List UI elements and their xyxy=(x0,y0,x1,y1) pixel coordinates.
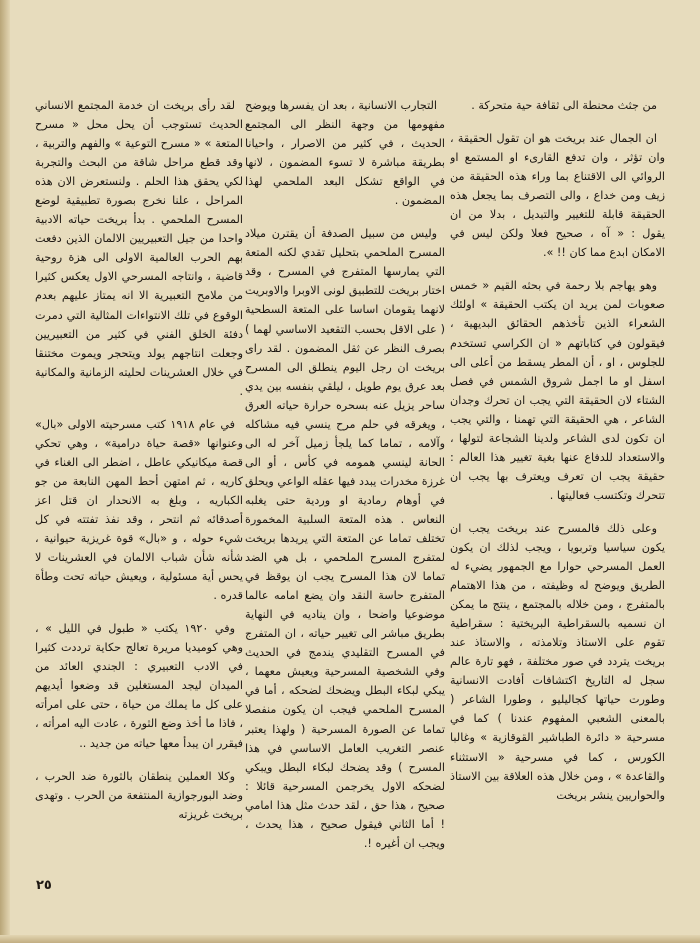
paragraph: وهو يهاجم بلا رحمة في بحثه القيم « خمس صعوبات لمن يريد ان يكتب الحقيقة » اولئك الشعراء الذين تأخذهم الحقائق البديهية ، فيقولون في كتاباتهم « ان الكراسي تستخدم للجلوس ، او ، أن المطر يسقط من أعلى الى اسفل او ما اجمل شروق الشمس في فصل الشتاء لان الحقيقة التي يجب ان تحرك وجدان الشاعر ، هي الحقيقة التي تهمنا ، والتي يجب ان تكون لدى الشاعر ولدينا الشجاعة لتولها ، والاستعداد للدفاع عنها بغية تغيير هذا العالم : حقيقة يجب ان تعرف ويعترف بها يجب ان تتحرك وتكتسب فعاليتها . xyxy=(450,279,665,502)
paragraph: وفي ١٩٢٠ يكتب « طبول في الليل » ، وهي كوميديا مريرة تعالج حكاية ترددت كثيرا في الادب التعبيري : الجندي العائد من الميدان ليجد المستغلين قد وضعوا أيديهم على كل ما يملك من حياة ، حتى على امرأته ، فاذا ما أخذ وضع الثورة ، عادت اليه امرأته ، فيقرر ان يبدأ معها حياته من جديد .. xyxy=(35,622,243,750)
paragraph: في عام ١٩١٨ كتب مسرحيته الاولى «بال» وعنوانها «قصة حياة درامية» ، وهي تحكي قصة ميكانيكي عاطل ، اضطر الى الغناء في كاريه ، ثم امتهن أحط المهن النابعة من جو الكباريه ، وبلغ به الانحدار ان قتل اعز أصدقائه ثم انتحر ، وقد نفذ تفتته في كل شيء حوله ، و «بال» قوة غريزية حيوانية ، شأنه شأن شباب الالمان في العشرينات لا يحس أية مسئولية ، ويعيش حياته تحت وطأة قدره . xyxy=(35,417,243,603)
paragraph: وكلا العملين ينطقان بالثورة ضد الحرب ، وضد البورجوازية المنتفعة من الحرب . وتهدى بريخت غريزته xyxy=(35,769,243,821)
page-number: ٢٥ xyxy=(36,878,52,893)
page-bottom-edge xyxy=(0,935,700,943)
text-column-middle xyxy=(245,96,445,870)
text-column-left xyxy=(35,96,243,870)
paragraph: وليس من سبيل الصدفة أن يقترن ميلاد المسرح الملحمي بتحليل تقدي لكنه المتعة التي يمارسها المتفرج في المسرح ، وقد اختار بريخت للتطبيق لونى الاوبرا والاوبريت لانهما يقومان اساسا على المتعة السطحية ( على الاقل بحسب التقعيد الاساسي لهما ) بصرف النظر عن ثقل المضمون . لقد راى بريخت ان رجل اليوم ينطلق الى المسرح بعد عرق يوم طويل ، ليلقي بنفسه بين يدي ساحر يزيل عنه بسحره حرارة حياته العرق ، ويغرقه في حلم مرح ينسي فيه مشاكله وآلامه ، تماما كما يلجأ زميل آخر له الى الحانة لينسي همومه في كأس ، أو الى غرزة مخدرات يبدد فيها عقله الواعي ويحلق في أوهام رمادية او وردية حتى يغلبه النعاس . هذه المتعة السلبية المخمورة تختلف تماما عن المتعة التي يريدها بريخت لمتفرج المسرح الملحمي ، بل هي الضد تماما لان هذا المسرح يجب ان يوقظ في المتفرج حاسة النقد وان يضع امامه عالما موضوعيا واضحا ، وان يناديه في النهاية بطريق مباشر الى تغيير حياته ، ان المتفرج في المسرح التقليدي يندمج في الحديث وفي الشخصية المسرحية ويعيش معهما ، يبكي لبكاء البطل ويضحك لضحكه ، أما في المسرح الملحمي فيجب ان يكون منفصلا تماما عن الصورة المسرحية ( ولهذا يعتبر عنصر التغريب العامل الاساسي في هذا المسرح ) وقد يضحك لبكاء البطل ويبكي لضحكه الاول يخرجمن المسرحية قائلا : صحيح ، هذا حق ، لقد حدث مثل هذا امامي ! أما الثاني فيقول صحيح ، هذا يحدث ، ويجب ان أغيره !. xyxy=(245,227,445,850)
paragraph: وعلى ذلك فالمسرح عند بريخت يجب ان يكون سياسيا وتربويا ، ويجب لذلك ان يكون العمل المسرحي حوارا مع الجمهور يضيء له الطريق ويوضح له وظيفته ، من هذا الاهتمام بالمتفرج ، ومن خلاله بالمجتمع ، ينتج ما يمكن ان نسميه بالسقراطية البريختية : سقراطية تقوم على الاستاذ وتلامذته ، والاستاذ عند بريخت يتردد في صور مختلفة ، فهو تارة عالم سجل له التاريخ اكتشافات أفادت الانسانية وطورت حياتها كجاليليو ، وطورا الشاعر ( بالمعنى الشعبي المفهوم عندنا ) كما في مسرحية « دائرة الطباشير القوقازية » وغالبا الكورس ، كما في مسرحية « الاستثناء والقاعدة » ، ومن خلال هذه العلاقة بين الاستاذ والحواريين ينشر بريخت xyxy=(450,521,665,802)
paragraph: التجارب الانسانية ، بعد ان يفسرها ويوضح مفهومها من وجهة النظر الى المجتمع الحديث ، في كثير من الاصرار ، واحيانا بطريقة مباشرة لا تسوء المضمون ، لانها في الواقع تشكل البعد الملحمي لهذا المضمون . xyxy=(245,99,445,208)
page-binding-edge xyxy=(0,0,10,943)
text-column-right xyxy=(450,96,665,836)
paragraph: من جثث محنطة الى ثقافة حية متحركة . xyxy=(471,99,657,112)
paragraph: ان الجمال عند بريخت هو ان تقول الحقيقة ، وان تؤثر ، وان تدفع القارىء او المستمع او الروائي الى الاقتناع بما وراء هذه الحقيقة من زيف ومن خداع ، والى التصرف بما يجعل هذه الحقيقة قابلة للتغيير والتبديل ، بدلا من ان يقول : « آه ، صحيح فعلا ولكن ليس في الامكان ابدع مما كان !! ». xyxy=(450,132,665,260)
paragraph: لقد رأى بريخت ان خدمة المجتمع الانساني الحديث تستوجب أن يحل محل « مسرح المتعة » « مسرح التوعية » والفهم والتربية ، وقد قطع مراحل شاقة من البحث والتجربة لكي يحقق هذا الحلم . ولنستعرض الان هذه المراحل ، علنا نخرج بصورة تطبيقية لوضع المسرح الملحمي . بدأ بريخت حياته الادبية واحدا من جيل التعبيريين الالمان الذين دفعت بهم الحرب العالمية الاولى الى هزة روحية قاضية ، وانتاجه المسرحي الاول يعكس كثيرا من ملامح التعبيرية الا انه يمتاز عليهم بعدم الوقوع في تلك الانتواءات المثالية التي دمرت دفئة الخلق الفني في كثير من التعبيريين وجعلت انتاجهم يولد ويتحجر ويموت مختنقا في خلال العشرينات لحليته الزمانية والمكانية . xyxy=(35,99,243,398)
